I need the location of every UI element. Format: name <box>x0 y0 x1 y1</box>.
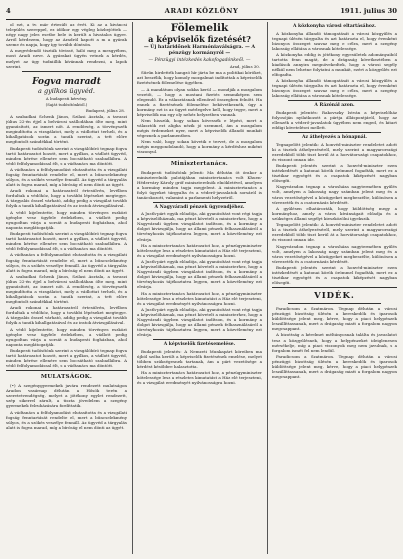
divider <box>288 303 381 304</box>
column-rule <box>267 22 268 554</box>
article-paragraph: Nem hisszük, hogy sokan kövessék e lépést, mert a választók ezt aligha nézik jó szemmel, ám a mozgalom mégis érdemeket nyer, mert a képviselők állandó munkát végeznek a parlamentben. <box>137 117 262 139</box>
article-paragraph: A vádtanács a felfolyamodást elutasította és a vizsgálati fogság fenntartását rendelte el, mert a bűncselekmény súlyos, és a szökés veszélye fennáll. Az ügyvéd a tárgyalás alatt is fogva marad, míg a bíróság el nem dönti az ügyét. <box>6 252 127 273</box>
section-title: MULATSÁGOK. <box>40 374 93 381</box>
item-title: A Rázónál azon. <box>314 103 355 109</box>
issue-date: 1911. julius 30 <box>340 7 397 15</box>
divider <box>137 157 262 158</box>
article-paragraph: Budapesti tudósítónk szerint a vizsgálóbíró tegnap fogva tartó határozatot hozott, mert a gyilkos, a vádlott ügyvéd, minden kérése ellenére sem bocsátható szabadlábra. A védő felfolyamodással élt, s a vádtanács ma döntött. <box>6 348 127 369</box>
article-paragraph: Budapesti tudósítónk jelenti: Ma délután öt órakor a miniszterelnök palotájában minisztertanács volt Khuen-Héderváry Károly gróf miniszterelnök elnökletével, amelyen a kormány minden tagja megjelent. A minisztertanács a folyó ügyeket tárgyalta és a véderő-javaslatok sorsáról is tanácskozott, valamint a parlamenti helyzetről. <box>137 169 262 200</box>
article-paragraph: Budapesti tudósítónk szerint a vizsgálóbíró tegnap fogva tartó határozatot hozott, mert a gyilkos, a vádlott ügyvéd, minden kérése ellenére sem bocsátható szabadlábra. A védő felfolyamodással élt, s a vádtanács ma döntött. <box>6 145 127 166</box>
article-paragraph: A közkonyha állandó támogatását a városi közgyűlés a tegnapi ülésén tárgyalta és azt határozta el, hogy évenként bizonyos összeget szavaz meg e célra, mert a szegény lakosság ellátása a városnak kötelessége. <box>272 78 397 99</box>
article-paragraph: Ha a minisztertanács határozatot hoz, a pénzügyminiszter kötelessége lesz a részletes kimutatást a Ház elé terjeszteni, és a vizsgálat eredményét nyilvánosságra hozni. <box>137 242 262 258</box>
article-paragraph: A védő kijelentette, hogy minden törvényes eszközt igénybe vesz ügyfele érdekében, a vádlott pedig nyugodtan várja a sorsát a budapesti fogházban, ahol naponta meglátogatják. <box>6 326 127 347</box>
divider <box>22 71 111 72</box>
article-paragraph: Nagyváradon tegnap a városháza nagytermében gyűlés volt, amelyen a lakosság nagy számban jelent meg és a város vezetőségével a közügyeket megbeszélte, különösen a vízvezeték és a csatornázás kérdését. <box>272 184 397 205</box>
item-title: A közkonyha városi eltartásához. <box>293 24 376 29</box>
column-middle <box>137 22 262 554</box>
article-paragraph: A védő kijelentette, hogy minden törvényes eszközt igénybe vesz ügyfele érdekében, a vádlott pedig nyugodtan várja a sorsát a budapesti fogházban, ahol naponta meglátogatják. <box>6 209 127 230</box>
item-title: Az áthelyezés a hónapnál. <box>301 135 367 141</box>
story-dek: A budapesti kérvény. <box>45 96 88 102</box>
article-paragraph: A közkonyha állandó támogatását a városi közgyűlés a tegnapi ülésén tárgyalta és azt határozta el, hogy évenként bizonyos összeget szavaz meg e célra, mert a szegény lakosság ellátása a városnak kötelessége. <box>272 30 397 51</box>
lead-dek: — Új határidőnek Harmóniaválságra. — A pénzügy kormányról — <box>143 44 256 56</box>
article-paragraph: Budapesti tudósítónk szerint a vizsgálóbíró tegnap fogva tartó határozatot hozott, mert a gyilkos, a vádlott ügyvéd, minden kérése ellenére sem bocsátható szabadlábra. A védő felfolyamodással élt, s a vádtanács ma döntött. <box>6 231 127 252</box>
article-paragraph: Paradicsom a Szatmáron. Tegnap délután a városi pénzügyi bizottság ülésén a kereskedők és iparosok küldöttsége jelent meg, kérve, hogy a piaci helypénzek leszállíttassanak, mert a drágaság miatt a forgalom nagyon megcsappant. <box>272 306 397 332</box>
column-rule <box>132 22 133 554</box>
article-paragraph: A közkonyha eddig is jótékony egyesületek adományaiból tartotta fenn magát, de a drágaság következtében a kiadások annyira megnövekedtek, hogy a városi segély nélkül nem lehetne folytatni a munkát, ezért a közgyűlés ezt elfogadta. <box>272 51 397 78</box>
article-paragraph: A megvédendő tiszták tövissé, háló meg a mesgyében, most Aradi neve. A gyárakat ügyén vetnek a kérdés, melyet az ügy tudniillik kívánnak rendezni, a lapok szerint. <box>6 48 127 69</box>
article-paragraph: A vádtanács a felfolyamodást elutasította és a vizsgálati fogság fenntartását rendelte el, mert a bűncselekmény súlyos, és a szökés veszélye fennáll. Az ügyvéd a tárgyalás alatt is fogva marad, míg a bíróság el nem dönti az ügyét. <box>6 409 127 430</box>
column-right <box>272 22 397 554</box>
article-paragraph: Budapesti jelentés: Rakovszky István a képviselőház folyosóján nyilatkozott a pártja álláspontjáról, hogy az ellenzék a véderő-javaslatok ügyében nem enged, és kitart eddigi követelései mellett. <box>272 109 397 131</box>
page-number: 4 <box>6 7 11 15</box>
article-paragraph: Tegnapelőtt jelentik: A honvéd-miniszter rendeletet adott ki a tisztek áthelyezéséről, mely szerint a magyarországi ezredekből több tiszt kerül át a horvátországi csapatokhoz, és viszont onnan ide. <box>272 222 397 243</box>
divider <box>272 287 397 288</box>
article-paragraph: A Justh-párt egyik előadója, aki gyanúsítást vont régi tagja a képviselőháznak, ma pénzt követelt a miniszterhez, hogy a Nagyváradi ügyben vizsgálatot indítson, és a kormány a dolgot kivizsgálja, hogy az állami pénzek felhasználásáról a törvényhozás tájékoztatva legyen, mert a közvélemény ezt elvárja. <box>137 211 262 242</box>
article-paragraph: Paradicsom a Szatmáron. Tegnap délután a városi pénzügyi bizottság ülésén a kereskedők és iparosok küldöttsége jelent meg, kérve, hogy a piaci helypénzek leszállíttassanak, mert a drágaság miatt a forgalom nagyon megcsappant. <box>272 353 397 380</box>
article-paragraph: A bizottság a kérelmet méltányosnak találta és javaslatot tesz a közgyűlésnek, hogy a helypénzeket ideiglenesen mérsékelje, míg a piaci viszonyok meg nem javulnak, s a forgalom ismét fel nem lendül. <box>272 332 397 353</box>
article-paragraph: (•) A szegénygyermekek javára rendezett mulatságon Aradon vasárnap délután a Hősök terén a szeretetvendégség, melyet a jótékony egylet rendezett, szép sikerrel zárult, a tiszta jövedelem a szegény gyermekek felruházására fordíttatik. <box>6 383 127 409</box>
section-title: VIDÉK. <box>314 291 355 302</box>
story-dateline: Budapest, július 28. <box>85 108 125 114</box>
masthead: ARADI KÖZLÖNY <box>164 7 239 15</box>
page-header <box>6 5 397 20</box>
story-source: (Saját tudósítónktól.) <box>45 102 88 108</box>
article-paragraph: Budapesti jelentés: A Nemzeti Munkapárt köreiben ma újból szóba került a képviselők fizetésének emelése, melyet többen szükségesnek tartanak, ám a párt vezetősége a kérdést későbbre halasztotta. <box>137 348 262 369</box>
article-paragraph: A Justh-párt egyik előadója, aki gyanúsítást vont régi tagja a képviselőháznak, ma pénzt követelt a miniszterhez, hogy a Nagyváradi ügyben vizsgálatot indítson, és a kormány a dolgot kivizsgálja, hogy az állami pénzek felhasználásáról a törvényhozás tájékoztatva legyen, mert a közvélemény ezt elvárja. <box>137 306 262 338</box>
lead-headline-2: a képviselők fizetését? <box>148 34 251 44</box>
article-paragraph: A szabadkai Schenk János, Szilasi Asztala, a tavaszi július 22-én éjjel a belvárosi szállodában ölte meg, mint gyanúsított, az ismert nőt. A rendőrség, a törvényszék megindította a vizsgálatot, mely a vádlottat terheli, és a kihallgatások során a tanúk szerint, a tett előre megfontolt szándékkal történt. <box>6 114 127 145</box>
item-title: A Nagyváradi pénzek ügyrendjéhez. <box>154 204 245 210</box>
article-paragraph: Aradi rokonai a határozatról értesülvén, levélben fordultak a védőhöz, hogy a további lépéseket megtegye. A tárgyalás ősszel várható, addig pedig a vizsgálat tovább folyik a tanúk kihallgatásával és az iratok átvizsgálásával. <box>6 305 127 326</box>
divider <box>153 202 246 203</box>
lead-dek-2: — Pénzügyi intézkedés kakofogadónkeől. — <box>148 57 251 63</box>
article-paragraph: Ha a minisztertanács határozatot hoz, a pénzügyminiszter kötelessége lesz a részletes kimutatást a Ház elé terjeszteni, és a vizsgálat eredményét nyilvánosságra hozni. <box>137 290 262 306</box>
divider <box>288 132 381 133</box>
lead-headline: Fölemelik <box>170 22 229 34</box>
article-paragraph: — A mandátum olyan sokba kerül — mondják a mozgalom vezetői, — hogy a mostani fizetés semmiképen sem elegendő. Ez a választásnak ellenőrző összegben felnőtt. Ha ennek a fizetésének fölemelése bekövetkeznék, úgy a kormány ezt is az ügyet mérlegelve kell, hogy tegye, mert a képviselők ma egy oly nehéz helyzetben vannak. <box>137 86 262 117</box>
section-title: Minisztertanács. <box>170 160 229 167</box>
article-paragraph: Budapesti jelentés szerint a honvéd-miniszter ezen intézkedését a katonai körök örömmel fogadták, mert ez a tisztikar egységét és a csapatok kiképzését nagyban elősegíti. <box>272 163 397 184</box>
article-paragraph: Nagyváradon tegnap a városháza nagytermében gyűlés volt, amelyen a lakosság nagy számban jelent meg és a város vezetőségével a közügyeket megbeszélte, különösen a vízvezeték és a csatornázás kérdését. <box>272 243 397 264</box>
article-paragraph: Sűrűn hirdették hangzó hír járta be ma a politikai köröket, azt beszélik, hogy komoly mozgalmat indítottak a képviselők fizetésének fölemelése ügyében. <box>137 70 262 86</box>
column-left <box>6 22 127 554</box>
divider <box>288 100 381 101</box>
item-title: A képviselők fizetésemelése. <box>163 342 236 348</box>
article-paragraph: A szabadkai Schenk János, Szilasi Asztala, a tavaszi július 22-én éjjel a belvárosi szállodában ölte meg, mint gyanúsított, az ismert nőt. A rendőrség, a törvényszék megindította a vizsgálatot, mely a vádlottat terheli, és a kihallgatások során a tanúk szerint, a tett előre megfontolt szándékkal történt. <box>6 273 127 305</box>
article-paragraph: A gyűlésen elhatározták, hogy küldöttség megy a kormányhoz, amely a város kívánságait előadja és a szükséges állami segélyt kieszközölni igyekszik. <box>272 205 397 221</box>
article-paragraph: A Justh-párt egyik előadója, aki gyanúsítást vont régi tagja a képviselőháznak, ma pénzt követelt a miniszterhez, hogy a Nagyváradi ügyben vizsgálatot indítson, és a kormány a dolgot kivizsgálja, hogy az állami pénzek felhasználásáról a törvényhozás tájékoztatva legyen, mert a közvélemény ezt elvárja. <box>137 259 262 290</box>
story-title: Fogva maradt <box>32 76 101 87</box>
lead-dateline: Arad, július 30. <box>229 64 260 70</box>
story-subtitle: a gyilkos ügyvéd. <box>38 86 95 95</box>
article-paragraph: Budapesti jelentés szerint a honvéd-miniszter ezen intézkedését a katonai körök örömmel fogadták, mert ez a tisztikar egységét és a csapatok kiképzését nagyban elősegíti. <box>272 264 397 286</box>
article-paragraph: A vádtanács a felfolyamodást elutasította és a vizsgálati fogság fenntartását rendelte el, mert a bűncselekmény súlyos, és a szökés veszélye fennáll. Az ügyvéd a tárgyalás alatt is fogva marad, míg a bíróság el nem dönti az ügyét. <box>6 166 127 188</box>
divider <box>153 339 246 340</box>
article-paragraph: Nem való, hogy sokan követik e tervet, de a mozgalom mégis meggondolandó, hogy a kormány a kérdéshez miként viszonyul. <box>137 139 262 155</box>
article-paragraph: Ha a minisztertanács határozatot hoz, a pénzügyminiszter kötelessége lesz a részletes kimutatást a Ház elé terjeszteni, és a vizsgálat eredményét nyilvánosságra hozni. <box>137 370 262 386</box>
divider <box>6 370 127 371</box>
article-paragraph: ol ezt, a tv. már értesült az évét. Ki az a kiváncsi település szereppel, ez időkor egy végleg közbejöttek — négy nagy jeles esetbe bele is került a hivatalos ügyre. Arról kérdezem, hogy az Aradról kapott a m a gyárak szeme és napja, hogy így tovább döntsön. <box>6 22 127 48</box>
article-paragraph: Tegnapelőtt jelentik: A honvéd-miniszter rendeletet adott ki a tisztek áthelyezéséről, mely szerint a magyarországi ezredekből több tiszt kerül át a horvátországi csapatokhoz, és viszont onnan ide. <box>272 141 397 162</box>
article-paragraph: Aradi rokonai a határozatról értesülvén, levélben fordultak a védőhöz, hogy a további lépéseket megtegye. A tárgyalás ősszel várható, addig pedig a vizsgálat tovább folyik a tanúk kihallgatásával és az iratok átvizsgálásával. <box>6 188 127 209</box>
